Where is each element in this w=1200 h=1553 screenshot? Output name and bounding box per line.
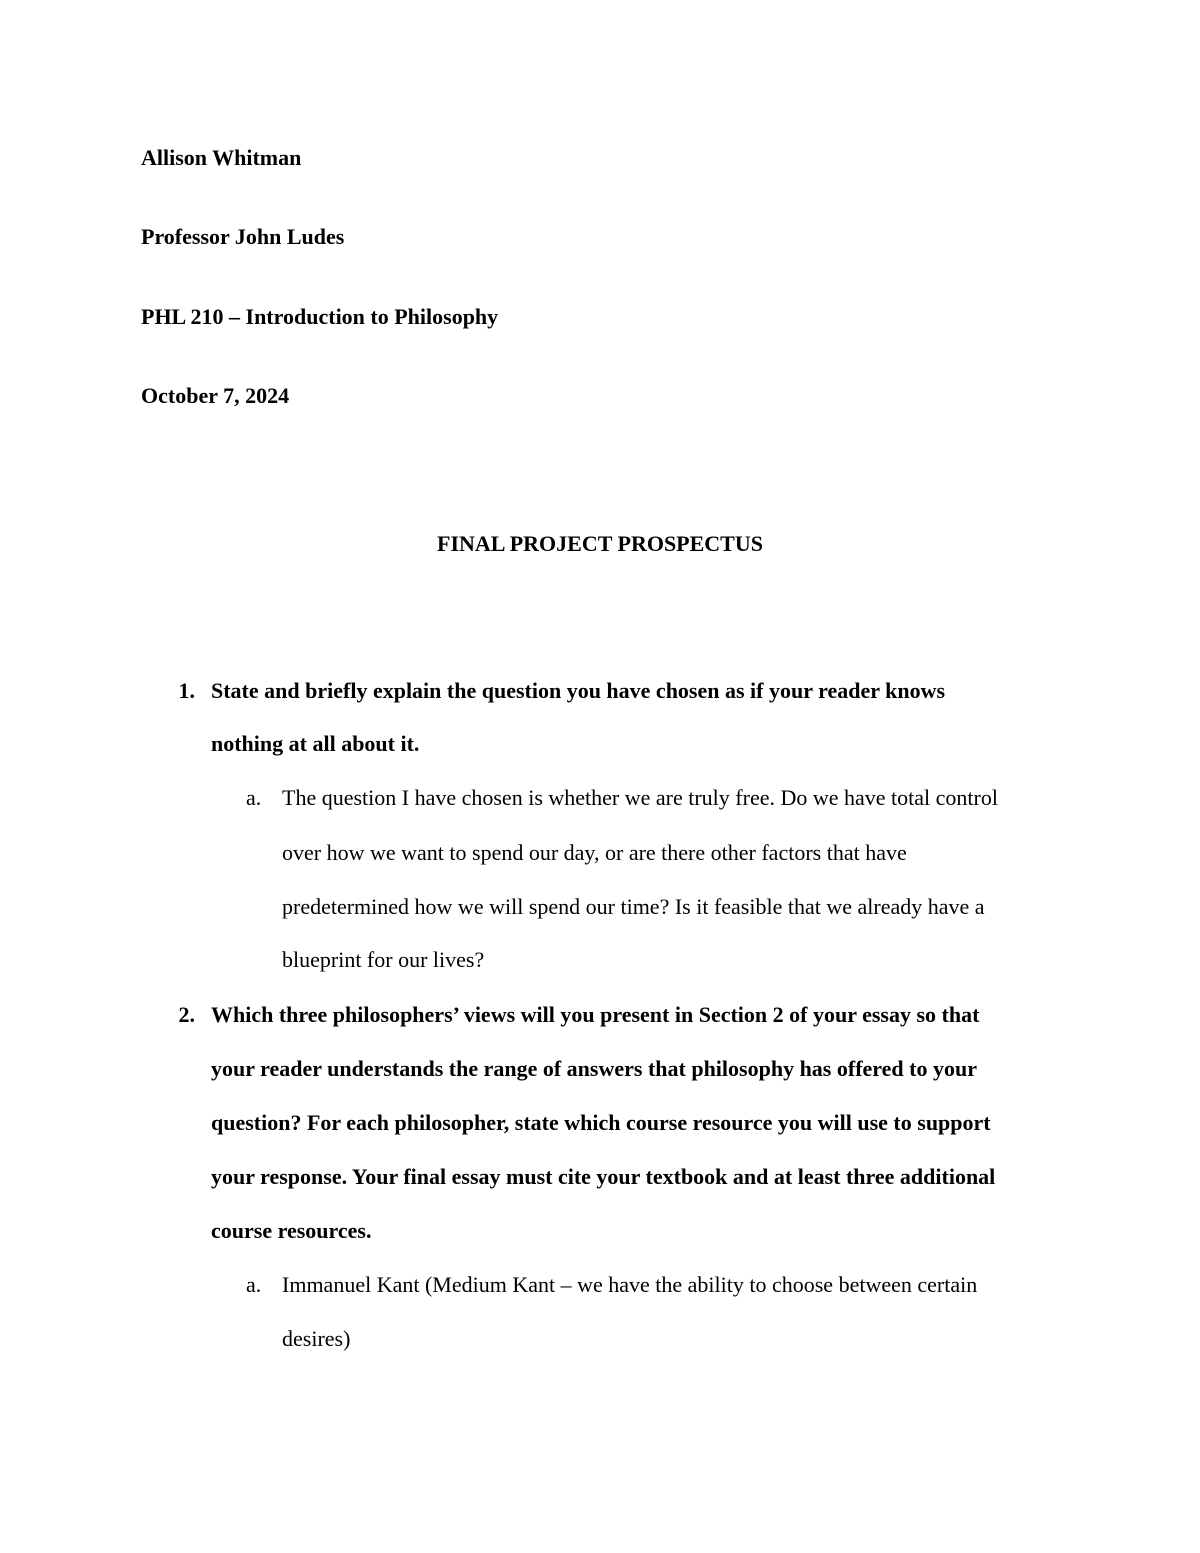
- course-name: PHL 210 – Introduction to Philosophy: [141, 304, 499, 329]
- question-line: nothing at all about it.: [211, 731, 420, 756]
- question-line: course resources.: [211, 1218, 372, 1243]
- professor-name: Professor John Ludes: [141, 224, 345, 249]
- question-line: your reader understands the range of answers that philosophy has offered to your: [211, 1056, 977, 1081]
- answer-marker: a.: [246, 785, 262, 810]
- student-name: Allison Whitman: [141, 145, 302, 170]
- question-line: question? For each philosopher, state which course resource you will use to support: [211, 1110, 991, 1135]
- document-date: October 7, 2024: [141, 383, 290, 408]
- answer-line: predetermined how we will spend our time? Is it feasible that we already have a: [282, 894, 985, 919]
- answer-marker: a.: [246, 1272, 262, 1297]
- page-title: FINAL PROJECT PROSPECTUS: [437, 531, 763, 556]
- question-line: your response. Your final essay must cite your textbook and at least three additional: [211, 1164, 996, 1189]
- answer-line: The question I have chosen is whether we are truly free. Do we have total control: [282, 785, 998, 810]
- question-number: 2.: [178, 1002, 195, 1027]
- question-line: State and briefly explain the question you have chosen as if your reader knows: [211, 678, 946, 703]
- answer-line: blueprint for our lives?: [282, 947, 485, 972]
- answer-line: over how we want to spend our day, or are there other factors that have: [282, 840, 907, 865]
- question-line: Which three philosophers’ views will you present in Section 2 of your essay so that: [211, 1002, 980, 1027]
- answer-line: desires): [282, 1326, 351, 1351]
- question-number: 1.: [178, 678, 195, 703]
- answer-line: Immanuel Kant (Medium Kant – we have the ability to choose between certain: [282, 1272, 978, 1297]
